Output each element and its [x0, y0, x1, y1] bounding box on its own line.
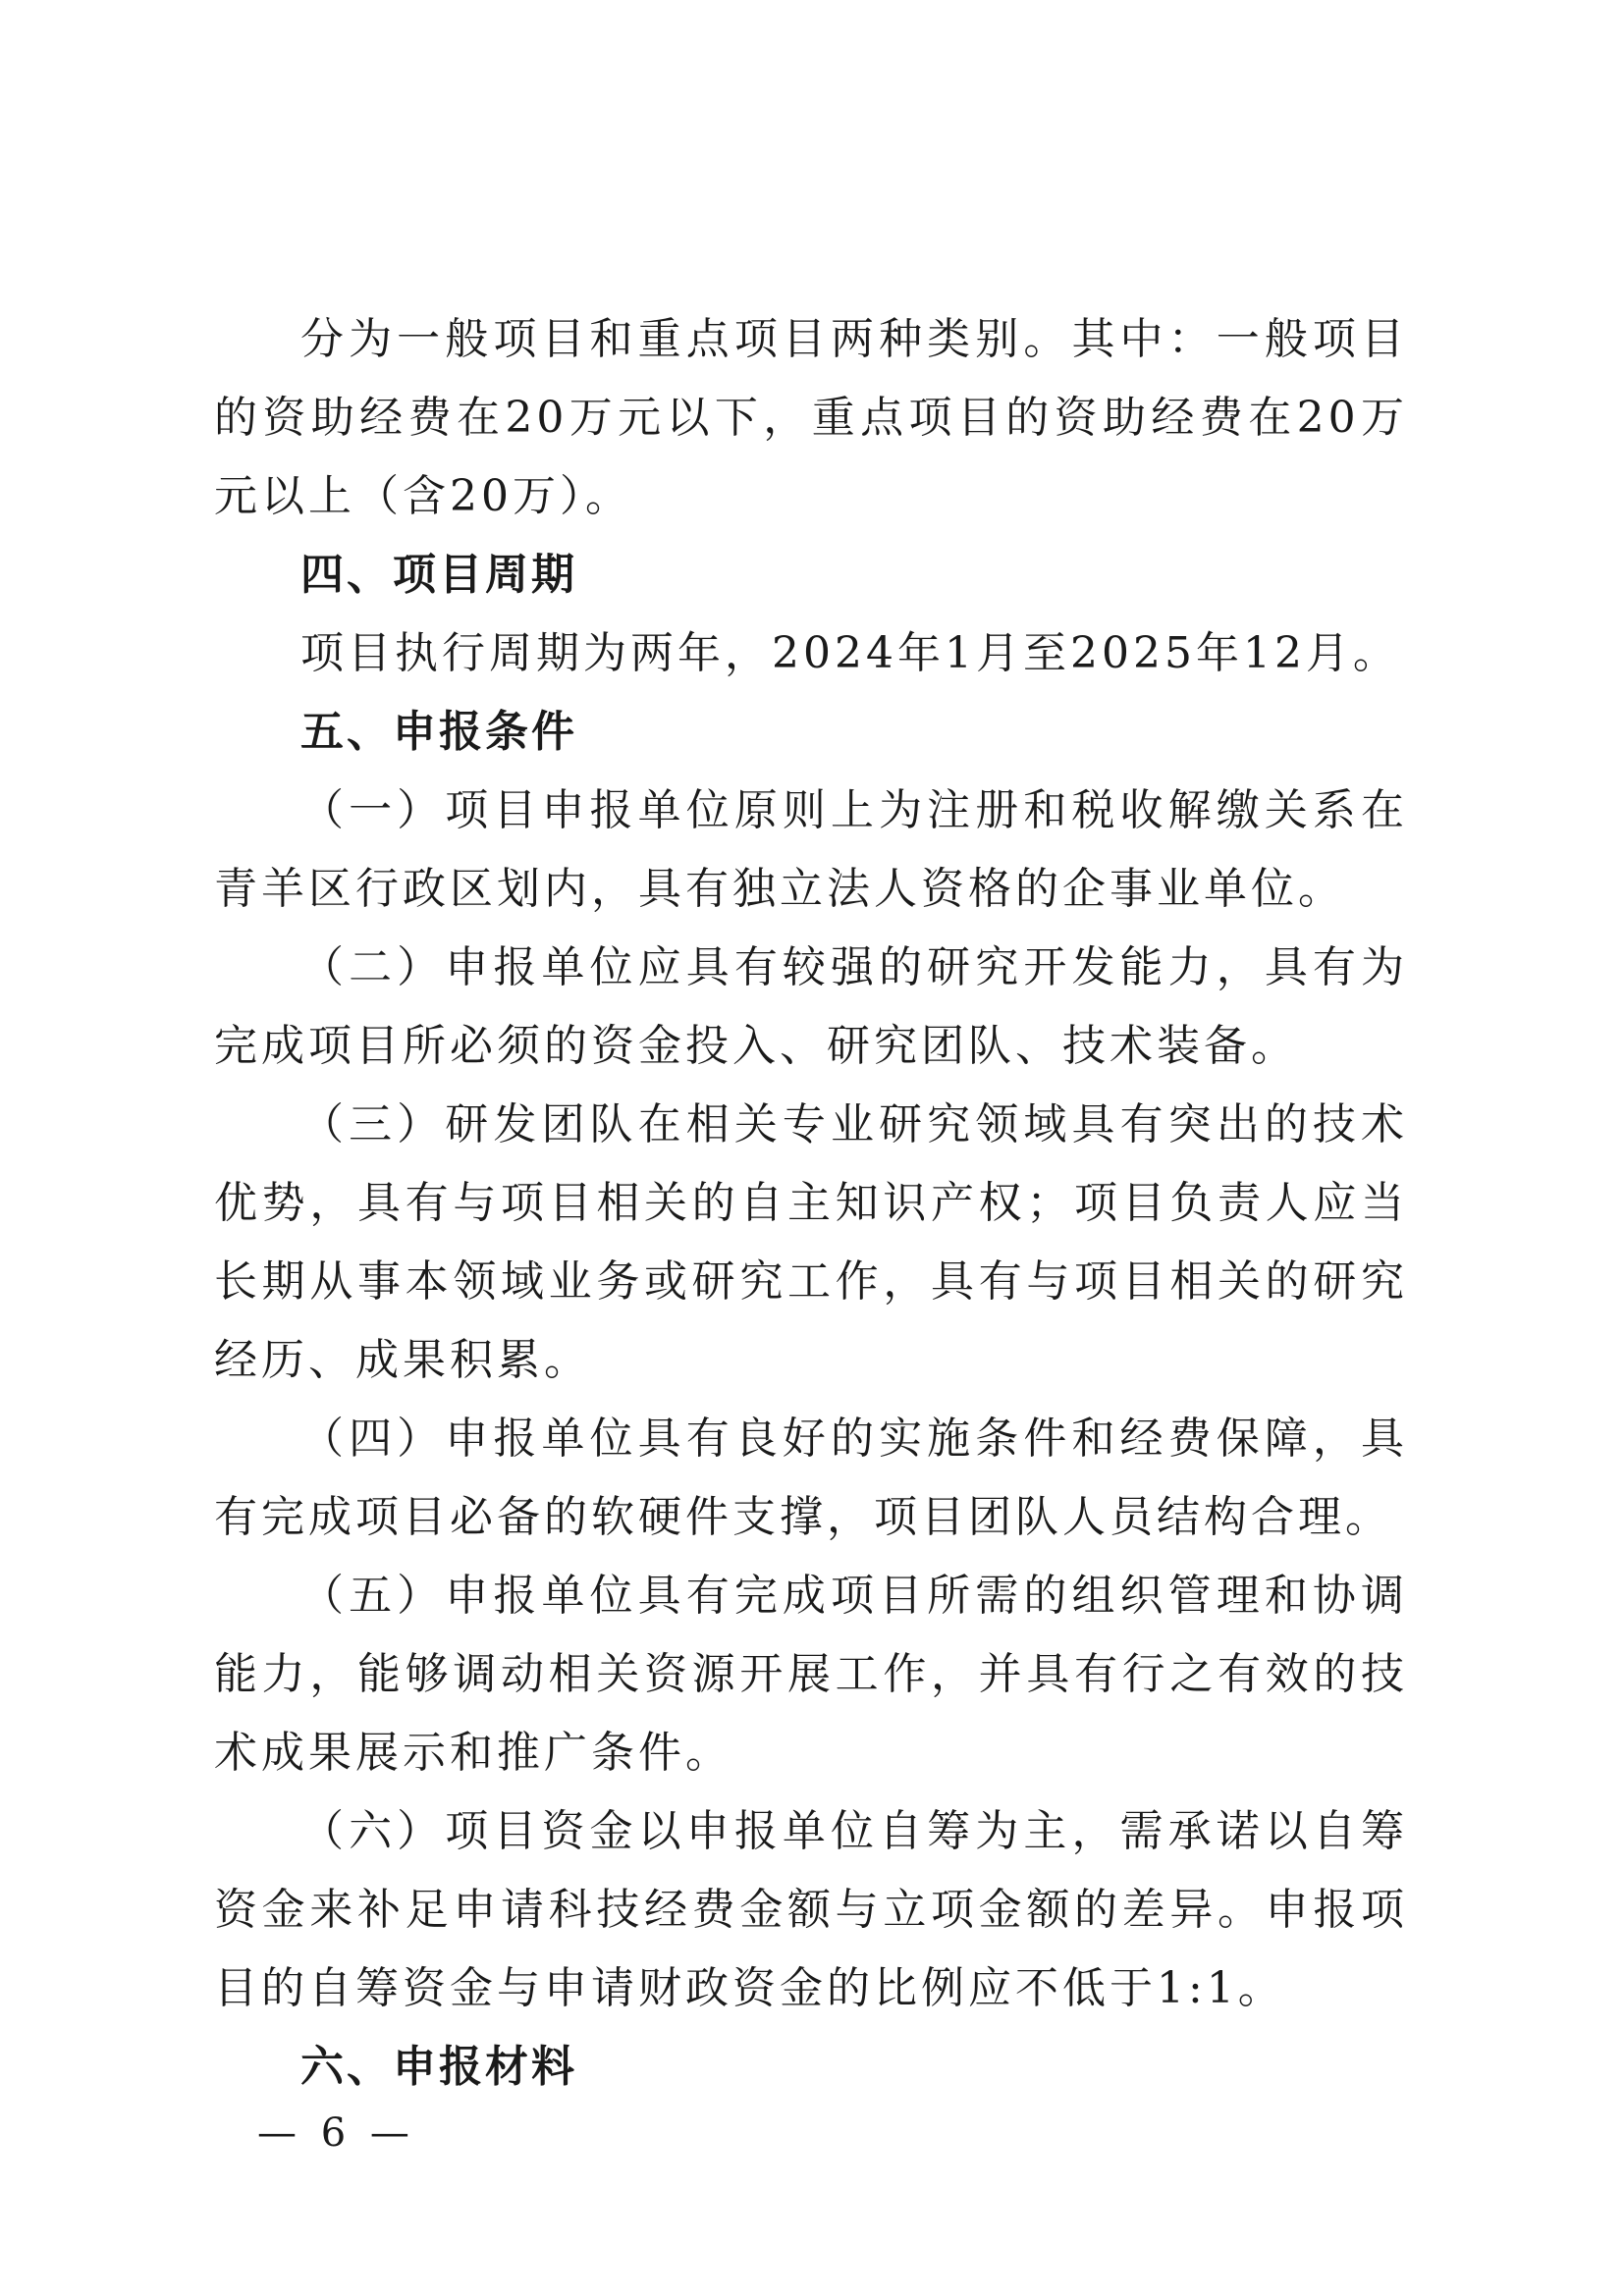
paragraph-funding-categories: 分为一般项目和重点项目两种类别。其中：一般项目的资助经费在20万元以下，重点项目的资助经费在20万元以上（含20万）。 — [214, 314, 1408, 521]
paragraph-project-period: 项目执行周期为两年，2024年1月至2025年12月。 — [300, 628, 1400, 678]
heading-project-period: 四、项目周期 — [300, 550, 577, 600]
heading-application-materials: 六、申报材料 — [300, 2042, 577, 2092]
document-body — [214, 300, 1408, 2107]
paragraph-condition-5: （五）申报单位具有完成项目所需的组织管理和协调能力，能够调动相关资源开展工作，并具有行之有效的技术成果展示和推广条件。 — [214, 1571, 1408, 1778]
paragraph-condition-3: （三）研发团队在相关专业研究领域具有突出的技术优势，具有与项目相关的自主知识产权；项目负责人应当长期从事本领域业务或研究工作，具有与项目相关的研究经历、成果积累。 — [214, 1099, 1408, 1385]
paragraph-condition-2: （二）申报单位应具有较强的研究开发能力，具有为完成项目所必须的资金投入、研究团队、技术装备。 — [214, 942, 1408, 1071]
heading-application-conditions: 五、申报条件 — [300, 707, 577, 757]
paragraph-condition-1: （一）项目申报单位原则上为注册和税收解缴关系在青羊区行政区划内，具有独立法人资格的企事业单位。 — [214, 785, 1408, 914]
paragraph-condition-6: （六）项目资金以申报单位自筹为主，需承诺以自筹资金来补足申请科技经费金额与立项金额的差异。申报项目的自筹资金与申请财政资金的比例应不低于1:1。 — [214, 1806, 1408, 2013]
page-number: — 6 — — [257, 2110, 415, 2156]
paragraph-condition-4: （四）申报单位具有良好的实施条件和经费保障，具有完成项目必备的软硬件支撑，项目团队人员结构合理。 — [214, 1414, 1408, 1542]
